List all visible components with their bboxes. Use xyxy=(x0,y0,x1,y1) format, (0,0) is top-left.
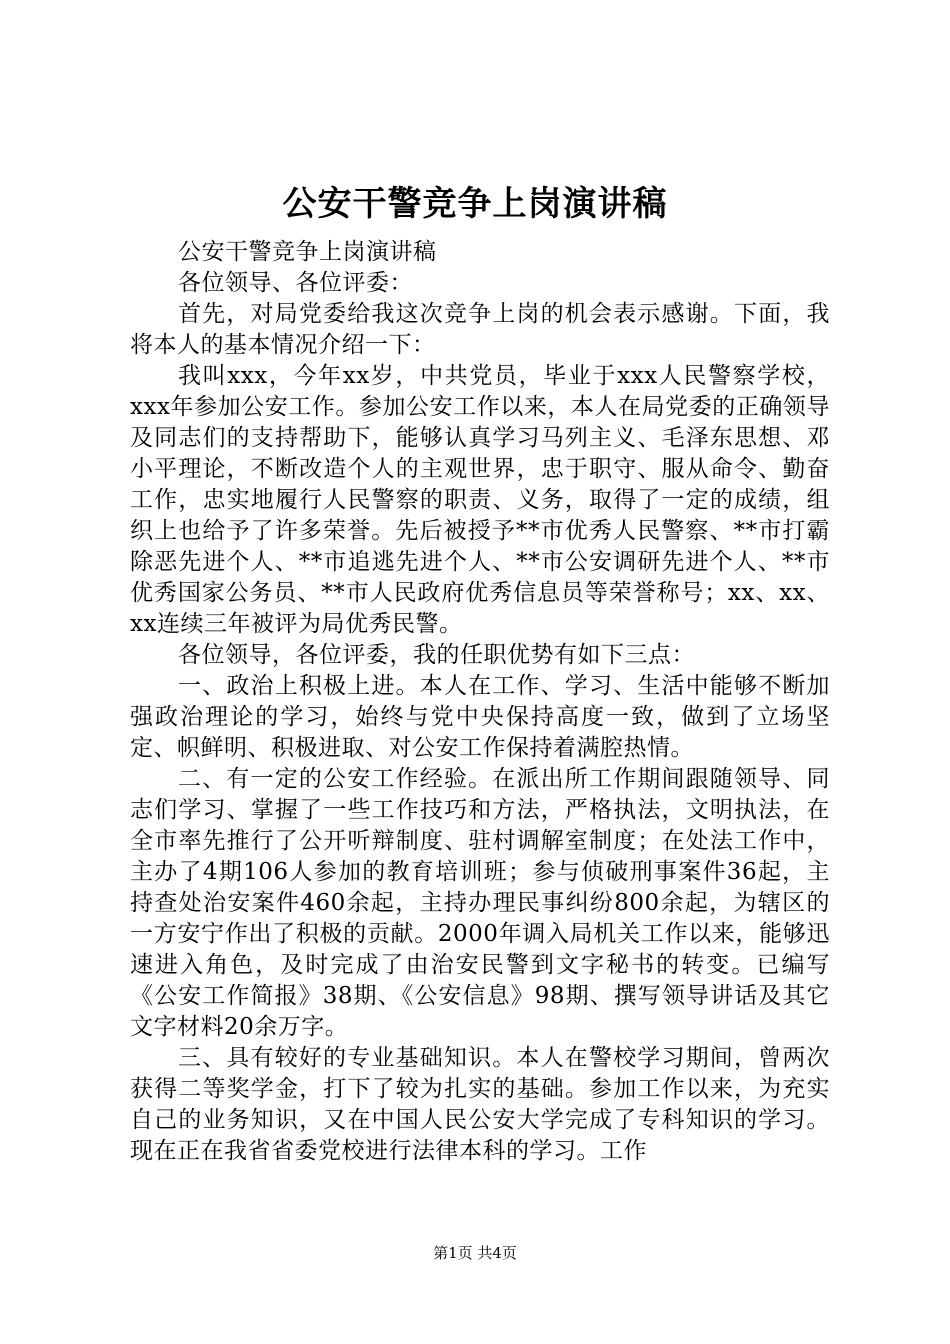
document-body xyxy=(130,237,830,1167)
paragraph-background: 我叫xxx，今年xx岁，中共党员，毕业于xxx人民警察学校，xxx年参加公安工作。参加公安工作以来，本人在局党委的正确领导及同志们的支持帮助下，能够认真学习马列主义、毛泽东思想、邓小平理论，不断改造个人的主观世界，忠于职守、服从命令、勤奋工作，忠实地履行人民警察的职责、义务，取得了一定的成绩，组织上也给予了许多荣誉。先后被授予**市优秀人民警察、**市打霸除恶先进个人、**市追逃先进个人、**市公安调研先进个人、**市优秀国家公务员、**市人民政府优秀信息员等荣誉称号；xx、xx、xx连续三年被评为局优秀民警。 xyxy=(130,363,830,637)
paragraph-advantages-lead: 各位领导，各位评委，我的任职优势有如下三点： xyxy=(178,642,695,668)
paragraph-salutation: 各位领导、各位评委： xyxy=(178,270,413,296)
paragraph-heading-repeat: 公安干警竞争上岗演讲稿 xyxy=(178,239,437,265)
paragraph-intro: 首先，对局党委给我这次竞争上岗的机会表示感谢。下面，我将本人的基本情况介绍一下： xyxy=(130,301,830,358)
paragraph-advantage-1: 一、政治上积极上进。本人在工作、学习、生活中能够不断加强政治理论的学习，始终与党中央保持高度一致，做到了立场坚定、帜鲜明、积极进取、对公安工作保持着满腔热情。 xyxy=(130,673,830,761)
paragraph-advantage-3: 三、具有较好的专业基础知识。本人在警校学习期间，曾两次获得二等奖学金，打下了较为扎实的基础。参加工作以来，为充实自己的业务知识，又在中国人民公安大学完成了专科知识的学习。现在正在我省省委党校进行法律本科的学习。工作 xyxy=(130,1045,830,1164)
page-footer: 第1页 共4页 xyxy=(433,1244,517,1262)
document-title: 公安干警竞争上岗演讲稿 xyxy=(282,184,668,224)
paragraph-advantage-2: 二、有一定的公安工作经验。在派出所工作期间跟随领导、同志们学习、掌握了一些工作技巧和方法，严格执法，文明执法，在全市率先推行了公开听辩制度、驻村调解室制度；在处法工作中，主办了4期106人参加的教育培训班；参与侦破刑事案件36起，主持查处治安案件460余起，主持办理民事纠纷800余起，为辖区的一方安宁作出了积极的贡献。2000年调入局机关工作以来，能够迅速进入角色，及时完成了由治安民警到文字秘书的转变。已编写《公安工作简报》38期、《公安信息》98期、撰写领导讲话及其它文字材料20余万字。 xyxy=(130,766,830,1040)
